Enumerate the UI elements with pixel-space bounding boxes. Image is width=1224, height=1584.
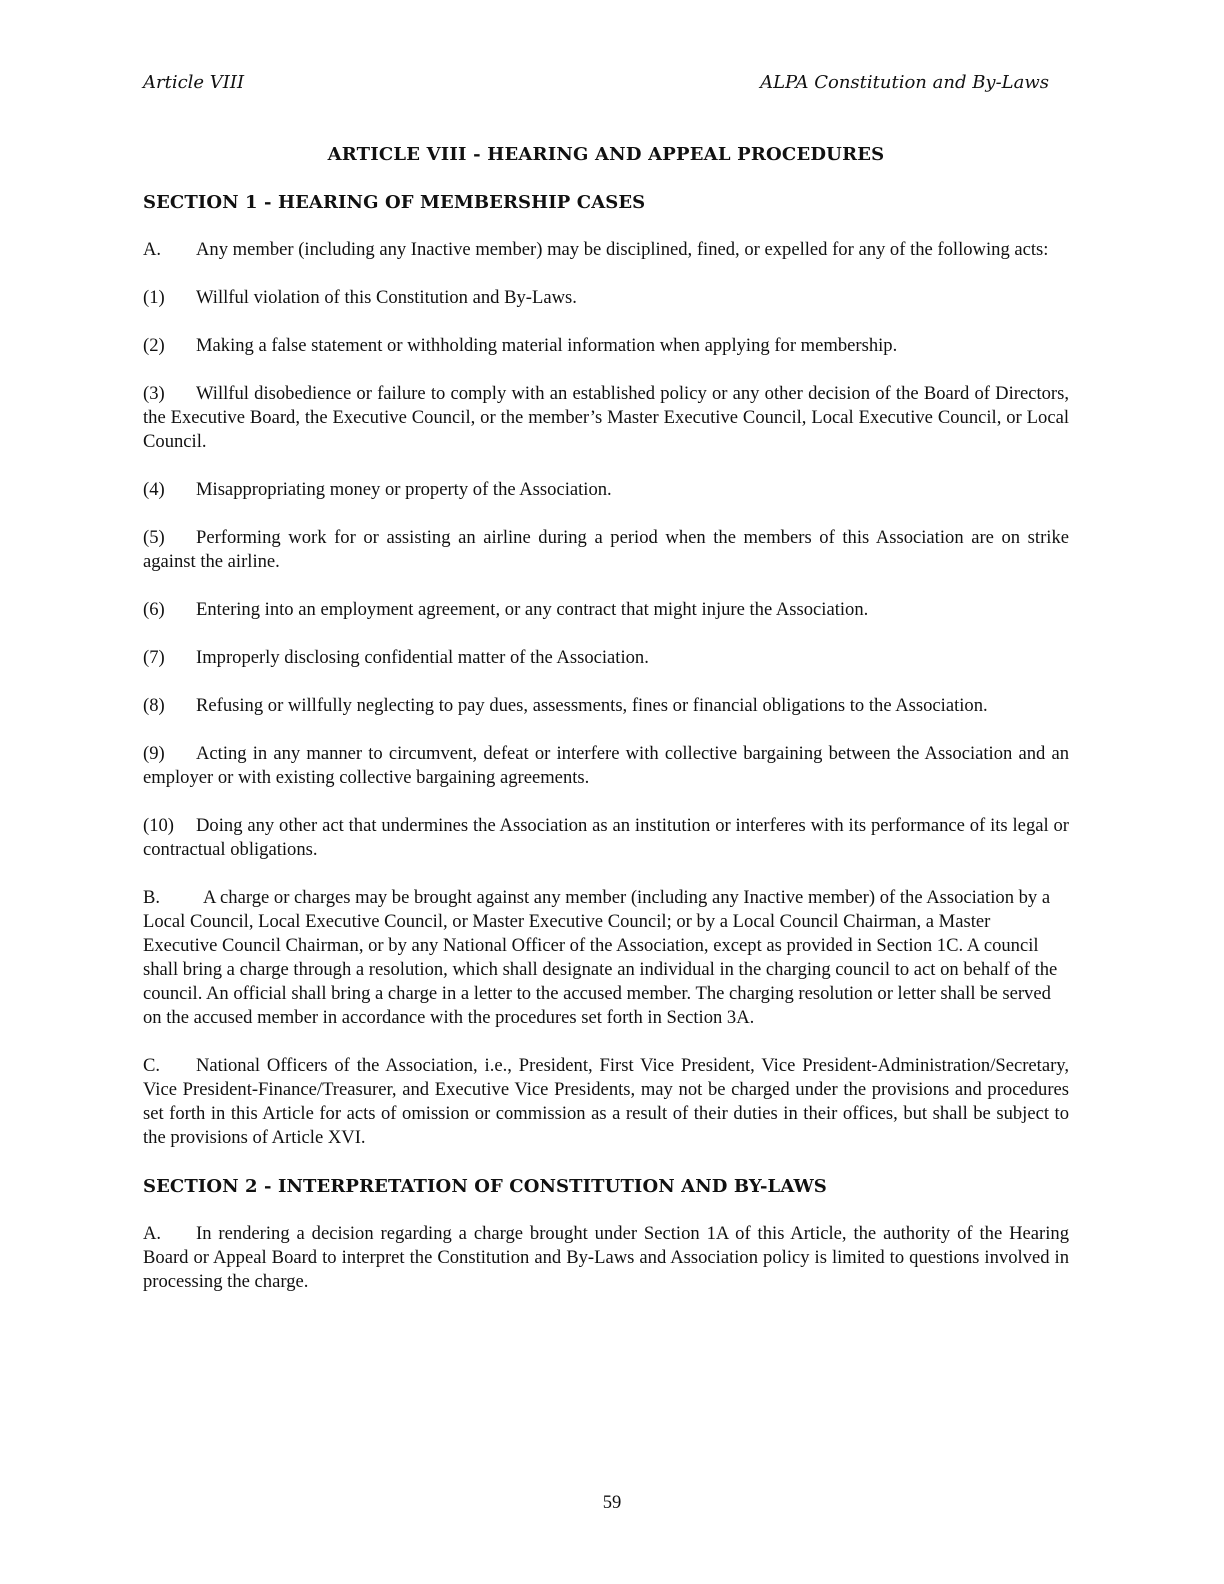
list-text: Entering into an employment agreement, or any contract that might injure the Association. bbox=[196, 599, 869, 620]
list-item-10 bbox=[143, 814, 1069, 862]
list-text: Improperly disclosing confidential matter of the Association. bbox=[196, 647, 649, 668]
header-article-label: Article VIII bbox=[143, 72, 245, 93]
section-1-heading: SECTION 1 - HEARING OF MEMBERSHIP CASES bbox=[143, 192, 646, 213]
list-item-4 bbox=[143, 478, 1069, 502]
paragraph-text: In rendering a decision regarding a charge brought under Section 1A of this Article, the authority of the Hearing Board or Appeal Board to interpret the Constitution and By-Laws and Association policy is limited to questions involved in processing the charge. bbox=[143, 1223, 1069, 1292]
list-item-9 bbox=[143, 742, 1069, 790]
list-marker: (3) bbox=[143, 383, 165, 404]
list-marker: (10) bbox=[143, 815, 174, 836]
list-text: Performing work for or assisting an airline during a period when the members of this Association are on strike against the airline. bbox=[143, 527, 1069, 572]
list-item-3 bbox=[143, 382, 1069, 454]
paragraph-text: National Officers of the Association, i.e., President, First Vice President, Vice President-Administration/Secretary, Vice President-Finance/Treasurer, and Executive Vice Presidents, may not be charged under the provisions and procedures set forth in this Article for acts of omission or commission as a result of their duties in their offices, but shall be subject to the provisions of Article XVI. bbox=[143, 1055, 1069, 1148]
list-text: Misappropriating money or property of the Association. bbox=[196, 479, 612, 500]
paragraph-1b bbox=[143, 886, 1069, 1030]
list-marker: (2) bbox=[143, 335, 165, 356]
list-item-5 bbox=[143, 526, 1069, 574]
article-title: ARTICLE VIII - HEARING AND APPEAL PROCEDURES bbox=[327, 144, 885, 165]
section-2-heading: SECTION 2 - INTERPRETATION OF CONSTITUTION AND BY-LAWS bbox=[143, 1176, 827, 1197]
list-text: Acting in any manner to circumvent, defeat or interfere with collective bargaining between the Association and an employer or with existing collective bargaining agreements. bbox=[143, 743, 1069, 788]
list-marker: (9) bbox=[143, 743, 165, 764]
list-marker: (7) bbox=[143, 647, 165, 668]
paragraph-marker: B. bbox=[143, 887, 161, 908]
paragraph-1c bbox=[143, 1054, 1069, 1150]
list-text: Making a false statement or withholding material information when applying for membership. bbox=[196, 335, 898, 356]
list-marker: (4) bbox=[143, 479, 165, 500]
paragraph-marker: A. bbox=[143, 1223, 162, 1244]
paragraph-text: A charge or charges may be brought against any member (including any Inactive member) of the Association by a Local Council, Local Executive Council, or Master Executive Council; or by a Local Council Chairman, a Master Executive Council Chairman, or by any National Officer of the Association, except as provided in Section 1C. A council shall bring a charge through a resolution, which shall designate an individual in the charging council to act on behalf of the council. An official shall bring a charge in a letter to the accused member. The charging resolution or letter shall be served on the accused member in accordance with the procedures set forth in Section 3A. bbox=[143, 887, 1058, 1028]
list-text: Refusing or willfully neglecting to pay dues, assessments, fines or financial obligations to the Association. bbox=[196, 695, 988, 716]
list-item-8 bbox=[143, 694, 1069, 718]
list-marker: (5) bbox=[143, 527, 165, 548]
list-marker: (1) bbox=[143, 287, 165, 308]
paragraph-text: Any member (including any Inactive member) may be disciplined, fined, or expelled for any of the following acts: bbox=[196, 239, 1049, 260]
paragraph-2a bbox=[143, 1222, 1069, 1294]
page-number: 59 bbox=[602, 1492, 622, 1513]
list-item-6 bbox=[143, 598, 1069, 622]
paragraph-1a bbox=[143, 238, 1069, 262]
list-marker: (8) bbox=[143, 695, 165, 716]
list-item-2 bbox=[143, 334, 1069, 358]
list-item-1 bbox=[143, 286, 1069, 310]
paragraph-marker: A. bbox=[143, 239, 162, 260]
page-content bbox=[143, 142, 1069, 1318]
list-text: Willful disobedience or failure to comply with an established policy or any other decision of the Board of Directors, the Executive Board, the Executive Council, or the member’s Master Executive Council, Local Executive Council, or Local Council. bbox=[143, 383, 1069, 452]
running-header bbox=[143, 72, 1069, 98]
list-text: Doing any other act that undermines the Association as an institution or interferes with its performance of its legal or contractual obligations. bbox=[143, 815, 1069, 860]
header-document-title: ALPA Constitution and By-Laws bbox=[760, 72, 1049, 93]
list-item-7 bbox=[143, 646, 1069, 670]
paragraph-marker: C. bbox=[143, 1055, 161, 1076]
list-text: Willful violation of this Constitution and By-Laws. bbox=[196, 287, 577, 308]
list-marker: (6) bbox=[143, 599, 165, 620]
